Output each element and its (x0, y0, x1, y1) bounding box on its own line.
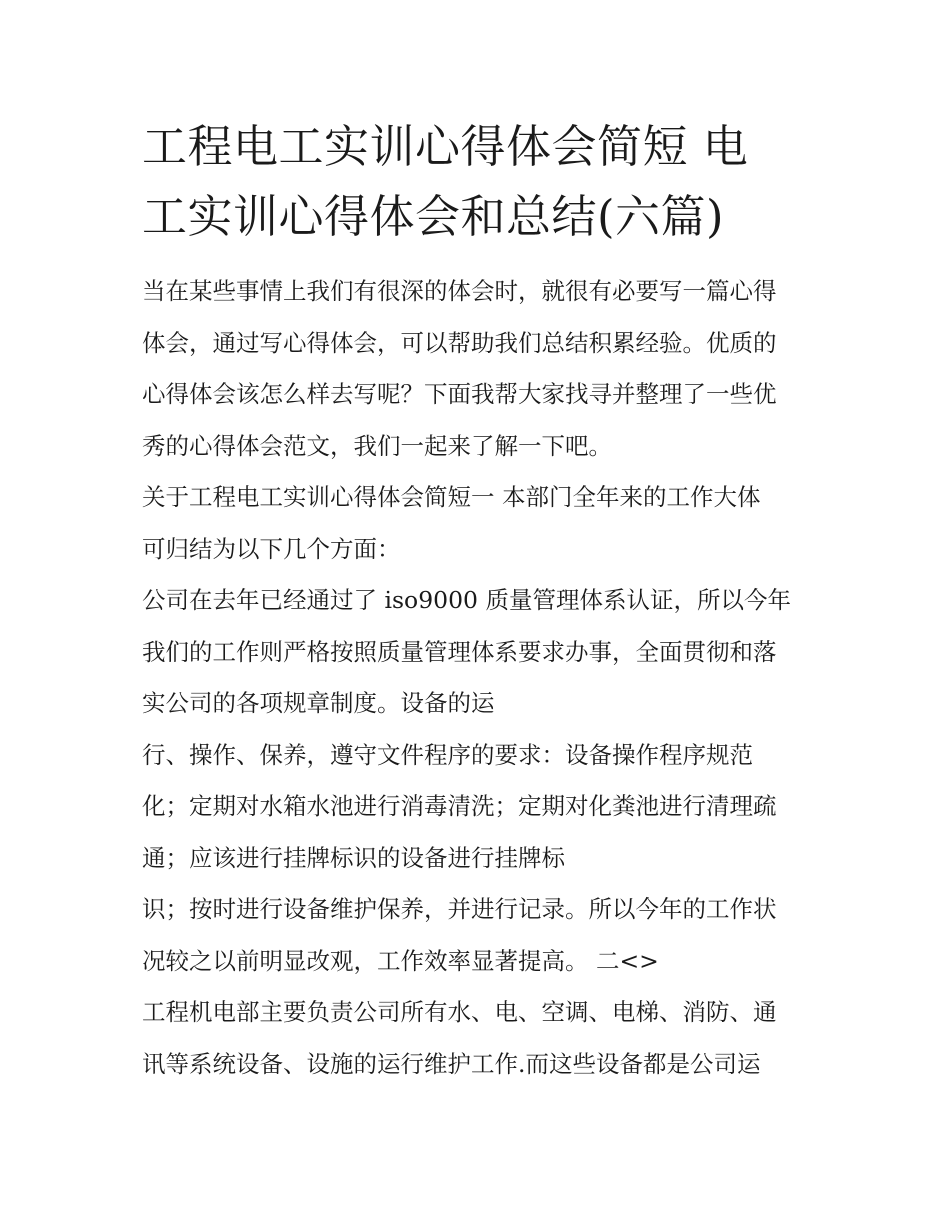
text-line: 实公司的各项规章制度。设备的运 (142, 689, 495, 717)
text-line: 识；按时进行设备维护保养，并进行记录。所以今年的工作状 (142, 895, 777, 923)
text-line: 况较之以前明显改观，工作效率显著提高。 二<> (142, 946, 659, 975)
text-line: 我们的工作则严格按照质量管理体系要求办事，全面贯彻和落 (142, 637, 777, 666)
paragraph-intro (142, 266, 814, 472)
paragraph-department-scope (142, 987, 814, 1090)
text-line: 讯等系统设备、设施的运行维护工作.而这些设备都是公司运 (142, 1049, 761, 1078)
text-line: 工程机电部主要负责公司所有水、电、空调、电梯、消防、通 (142, 998, 777, 1026)
text-line: 行、操作、保养，遵守文件程序的要求：设备操作程序规范 (142, 740, 753, 769)
text-line: 体会，通过写心得体会，可以帮助我们总结积累经验。优质的 (142, 328, 777, 357)
paragraph-section-one-heading (142, 472, 814, 575)
text-line: 通；应该进行挂牌标识的设备进行挂牌标 (142, 843, 565, 872)
text-line: 公司在去年已经通过了 iso9000 质量管理体系认证，所以今年 (142, 586, 791, 614)
text-line: 可归结为以下几个方面： (142, 534, 401, 563)
paragraph-equipment-operation (142, 730, 814, 885)
text-line: 化；定期对水箱水池进行消毒清洗；定期对化粪池进行清理疏 (142, 792, 777, 820)
text-line: 关于工程电工实训心得体会简短一 本部门全年来的工作大体 (142, 483, 761, 511)
document-body (142, 112, 814, 1090)
title-line: 工程电工实训心得体会简短 电 (142, 120, 749, 173)
title-line: 工实训心得体会和总结(六篇) (142, 190, 725, 243)
text-line: 心得体会该怎么样去写呢？下面我帮大家找寻并整理了一些优 (142, 380, 777, 408)
document-title (142, 112, 814, 252)
paragraph-iso-certification (142, 575, 814, 730)
text-line: 秀的心得体会范文，我们一起来了解一下吧。 (142, 431, 612, 460)
text-line: 当在某些事情上我们有很深的体会时，就很有必要写一篇心得 (142, 277, 777, 305)
paragraph-maintenance-records (142, 884, 814, 987)
